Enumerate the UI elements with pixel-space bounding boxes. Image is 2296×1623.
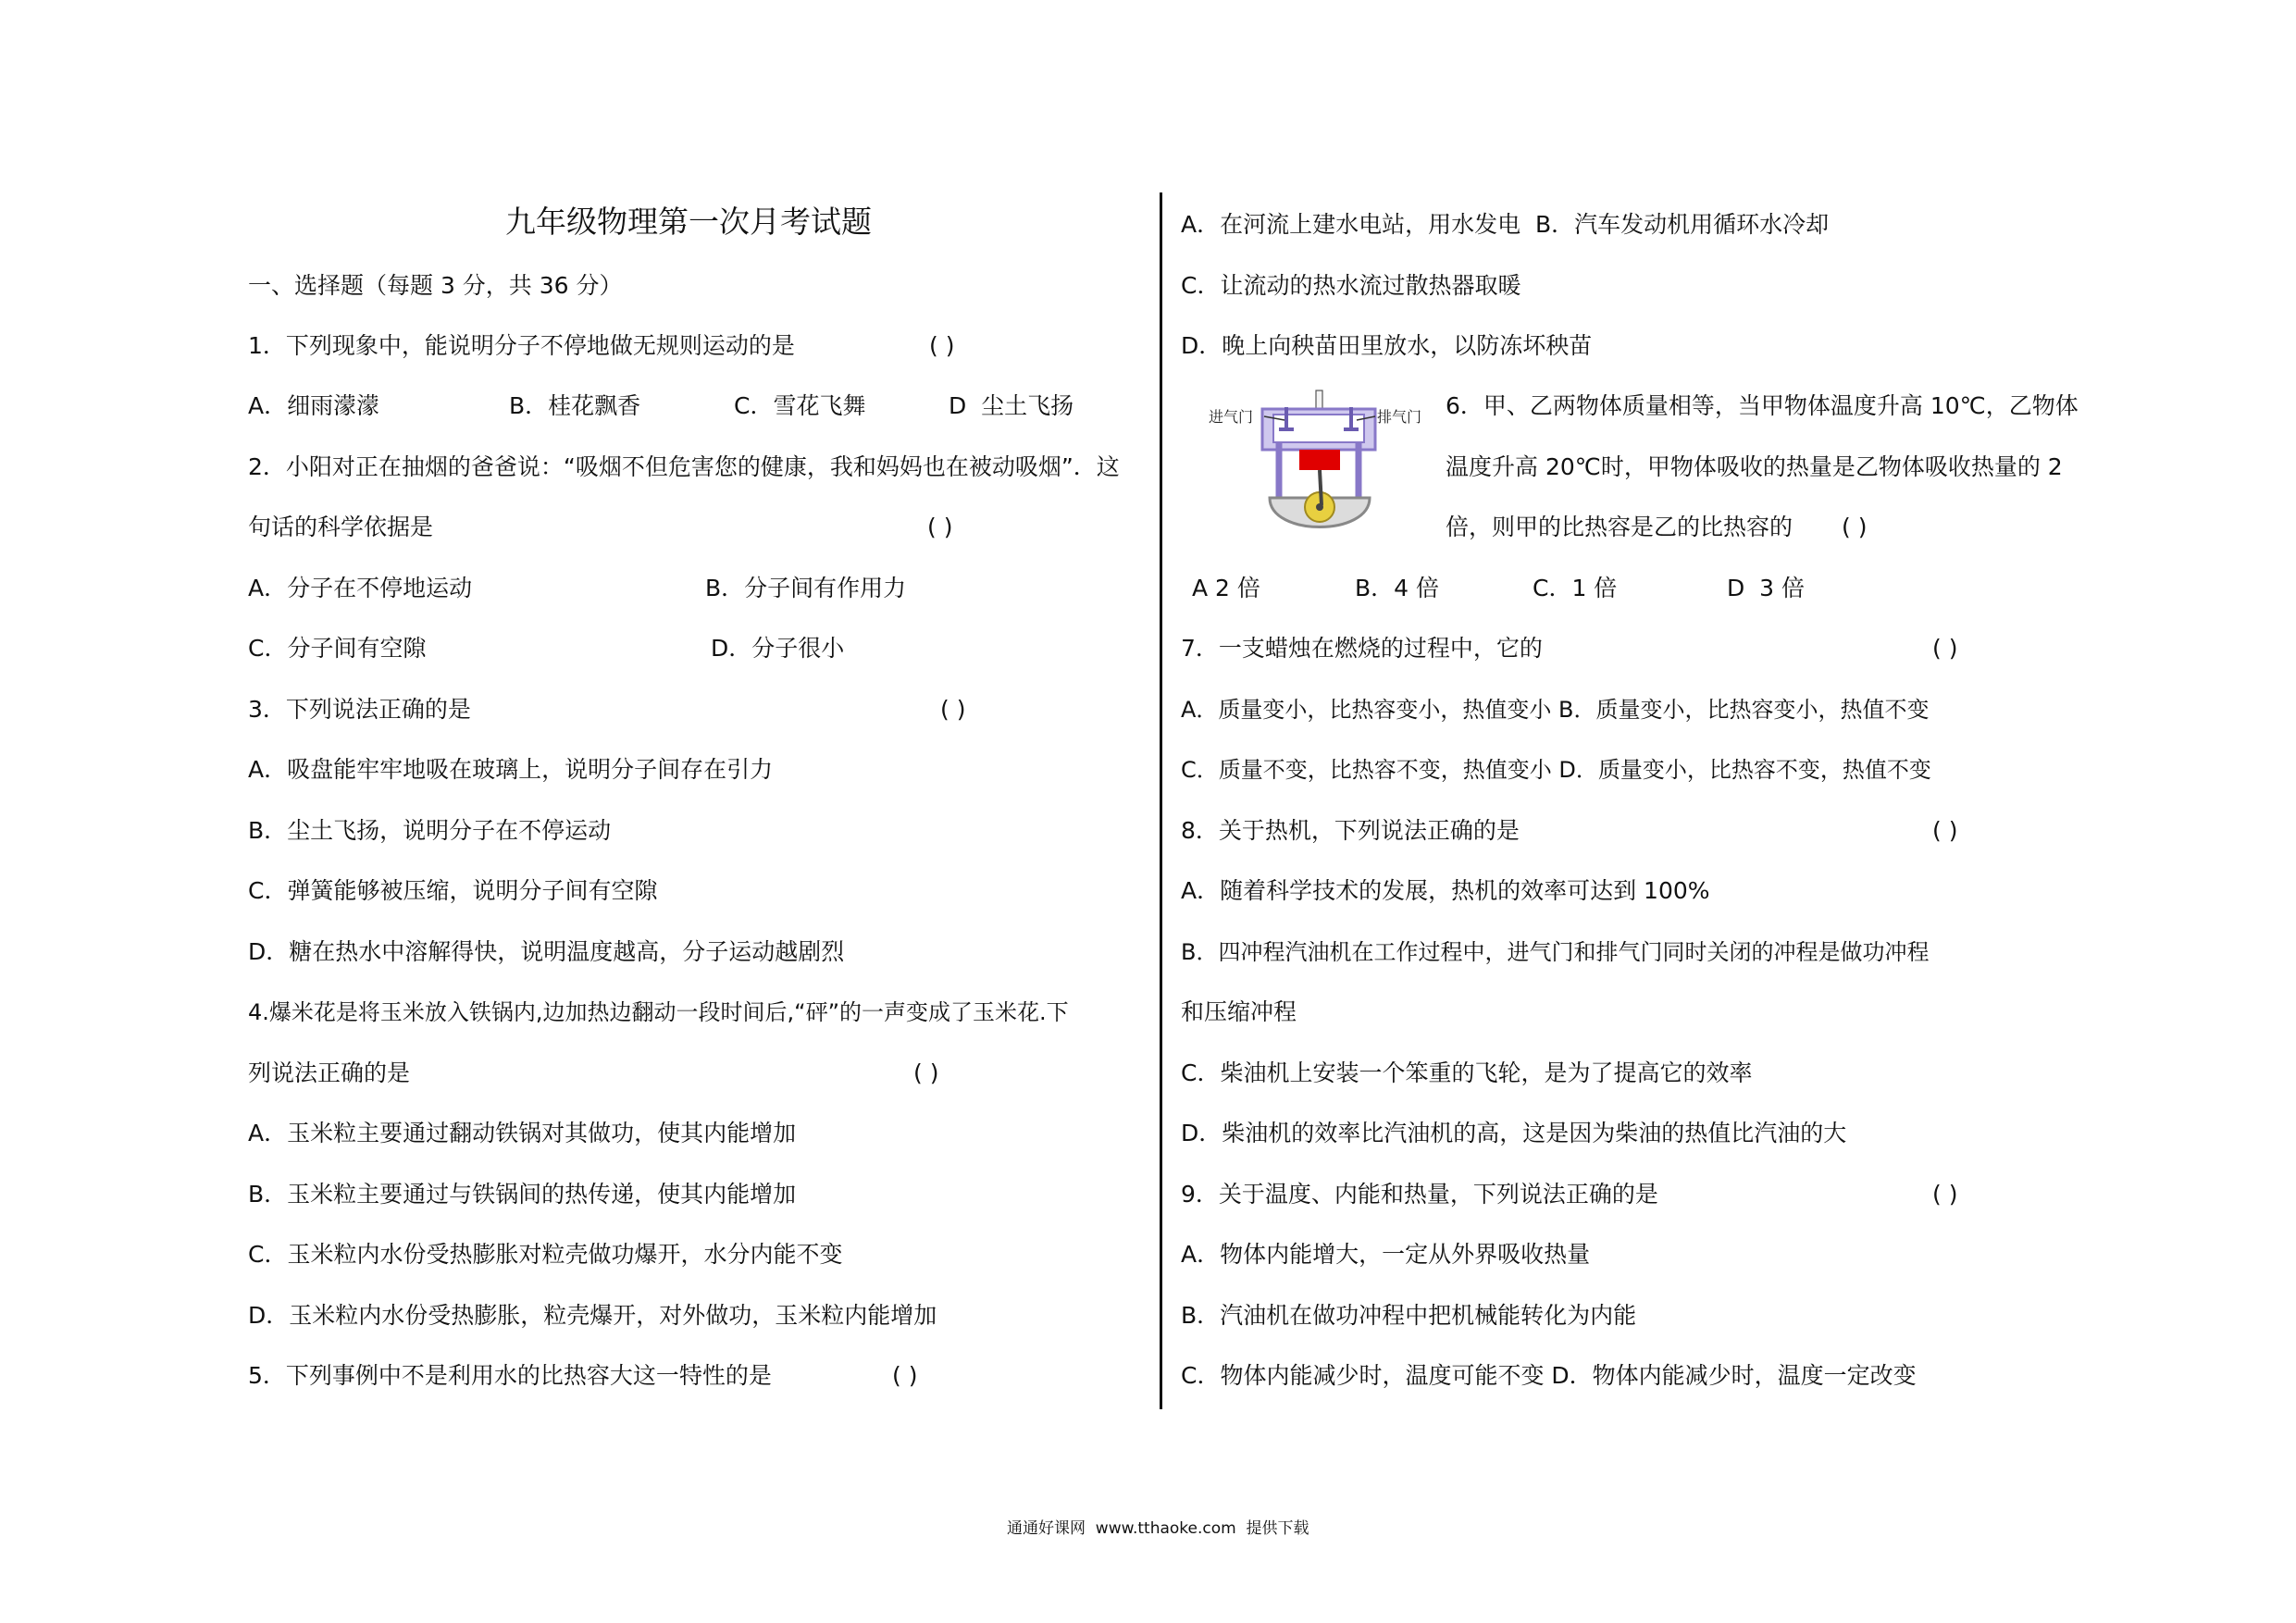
q9-option-a: A．物体内能增大，一定从外界吸收热量	[1181, 1241, 1591, 1268]
question-3: 3．下列说法正确的是	[248, 696, 471, 723]
q4-option-d: D．玉米粒内水份受热膨胀，粒壳爆开，对外做功，玉米粒内能增加	[248, 1302, 937, 1329]
answer-paren-q3: ( )	[940, 696, 966, 723]
question-6-line-1: 6．甲、乙两物体质量相等，当甲物体温度升高 10℃，乙物体	[1446, 392, 2079, 419]
q3-option-c: C．弹簧能够被压缩，说明分子间有空隙	[248, 877, 658, 904]
q2-option-a: A．分子在不停地运动	[248, 575, 473, 601]
q8-option-a: A．随着科学技术的发展，热机的效率可达到 100%	[1181, 877, 1710, 904]
q6-option-b: B．4 倍	[1355, 575, 1440, 601]
q3-option-b: B．尘土飞扬，说明分子在不停运动	[248, 817, 612, 844]
q1-option-d: D 尘土飞扬	[949, 392, 1074, 419]
answer-paren-q1: ( )	[929, 332, 955, 359]
question-9: 9．关于温度、内能和热量，下列说法正确的是	[1181, 1181, 1658, 1208]
question-7: 7．一支蜡烛在燃烧的过程中，它的	[1181, 635, 1543, 662]
spark-plug	[1316, 390, 1322, 409]
answer-paren-q2: ( )	[927, 514, 953, 540]
connecting-rod	[1320, 470, 1322, 505]
inlet-valve-label: 进气门	[1209, 408, 1254, 426]
question-4-line-2: 列说法正确的是	[248, 1059, 411, 1086]
q1-option-c: C．雪花飞舞	[734, 392, 866, 419]
q6-option-a: A 2 倍	[1192, 575, 1260, 601]
q8-option-b-line-1: B．四冲程汽油机在工作过程中，进气门和排气门同时关闭的冲程是做功冲程	[1181, 939, 1930, 965]
answer-paren-q7: ( )	[1932, 635, 1958, 662]
question-4-line-1: 4.爆米花是将玉米放入铁锅内,边加热边翻动一段时间后,“砰”的一声变成了玉米花.下	[248, 999, 1069, 1025]
page-title: 九年级物理第一次月考试题	[505, 204, 872, 240]
q8-option-d: D．柴油机的效率比汽油机的高，这是因为柴油的热值比汽油的大	[1181, 1120, 1847, 1146]
q5-option-a-b: A．在河流上建水电站，用水发电 B．汽车发动机用循环水冷却	[1181, 211, 1830, 238]
q1-option-b: B．桂花飘香	[509, 392, 641, 419]
q9-option-c-d: C．物体内能减少时，温度可能不变 D．物体内能减少时，温度一定改变	[1181, 1362, 1917, 1389]
q8-option-b-line-2: 和压缩冲程	[1181, 998, 1297, 1025]
q7-option-c-d: C．质量不变，比热容不变，热值变小 D．质量变小，比热容不变，热值不变	[1181, 757, 1931, 783]
question-6-line-3: 倍，则甲的比热容是乙的比热容的	[1446, 514, 1793, 540]
answer-paren-q5: ( )	[892, 1362, 918, 1389]
column-divider	[1160, 192, 1162, 1409]
answer-paren-q6: ( )	[1842, 514, 1868, 540]
section-heading: 一、选择题（每题 3 分，共 36 分）	[248, 272, 623, 299]
q2-option-c: C．分子间有空隙	[248, 635, 427, 662]
q4-option-c: C．玉米粒内水份受热膨胀对粒壳做功爆开，水分内能不变	[248, 1241, 843, 1268]
page-footer: 通通好课网 www.tthaoke.com 提供下载	[1007, 1519, 1309, 1538]
answer-paren-q9: ( )	[1932, 1181, 1958, 1208]
q2-option-b: B．分子间有作用力	[705, 575, 907, 601]
q6-option-c: C．1 倍	[1533, 575, 1618, 601]
question-1: 1．下列现象中，能说明分子不停地做无规则运动的是	[248, 332, 795, 359]
q3-option-a: A．吸盘能牢牢地吸在玻璃上，说明分子间存在引力	[248, 756, 774, 783]
engine-figure	[1209, 390, 1421, 527]
answer-paren-q8: ( )	[1932, 817, 1958, 844]
q4-option-b: B．玉米粒主要通过与铁锅间的热传递，使其内能增加	[248, 1181, 797, 1208]
question-2-line-2: 句话的科学依据是	[248, 514, 434, 540]
q2-option-d: D．分子很小	[711, 635, 845, 662]
q7-option-a-b: A．质量变小，比热容变小，热值变小 B．质量变小，比热容变小，热值不变	[1181, 697, 1930, 723]
outlet-valve-label: 排气门	[1377, 408, 1422, 426]
q4-option-a: A．玉米粒主要通过翻动铁锅对其做功，使其内能增加	[248, 1120, 797, 1146]
piston	[1299, 450, 1340, 470]
question-8: 8．关于热机，下列说法正确的是	[1181, 817, 1520, 844]
q5-option-d: D．晚上向秧苗田里放水，以防冻坏秧苗	[1181, 332, 1593, 359]
question-2-line-1: 2．小阳对正在抽烟的爸爸说：“吸烟不但危害您的健康，我和妈妈也在被动吸烟”．这	[248, 453, 1120, 480]
q6-option-d: D 3 倍	[1727, 575, 1805, 601]
question-6-line-2: 温度升高 20℃时，甲物体吸收的热量是乙物体吸收热量的 2	[1446, 453, 2063, 480]
q1-option-a: A．细雨濛濛	[248, 392, 380, 419]
crank-pin	[1316, 503, 1323, 511]
engine-cylinder-diagram	[1209, 389, 1436, 553]
q8-option-c: C．柴油机上安装一个笨重的飞轮，是为了提高它的效率	[1181, 1059, 1753, 1086]
answer-paren-q4: ( )	[913, 1059, 939, 1086]
question-5: 5．下列事例中不是利用水的比热容大这一特性的是	[248, 1362, 772, 1389]
q9-option-b: B．汽油机在做功冲程中把机械能转化为内能	[1181, 1302, 1637, 1329]
q3-option-d: D．糖在热水中溶解得快，说明温度越高，分子运动越剧烈	[248, 938, 845, 965]
q5-option-c: C．让流动的热水流过散热器取暖	[1181, 272, 1521, 299]
